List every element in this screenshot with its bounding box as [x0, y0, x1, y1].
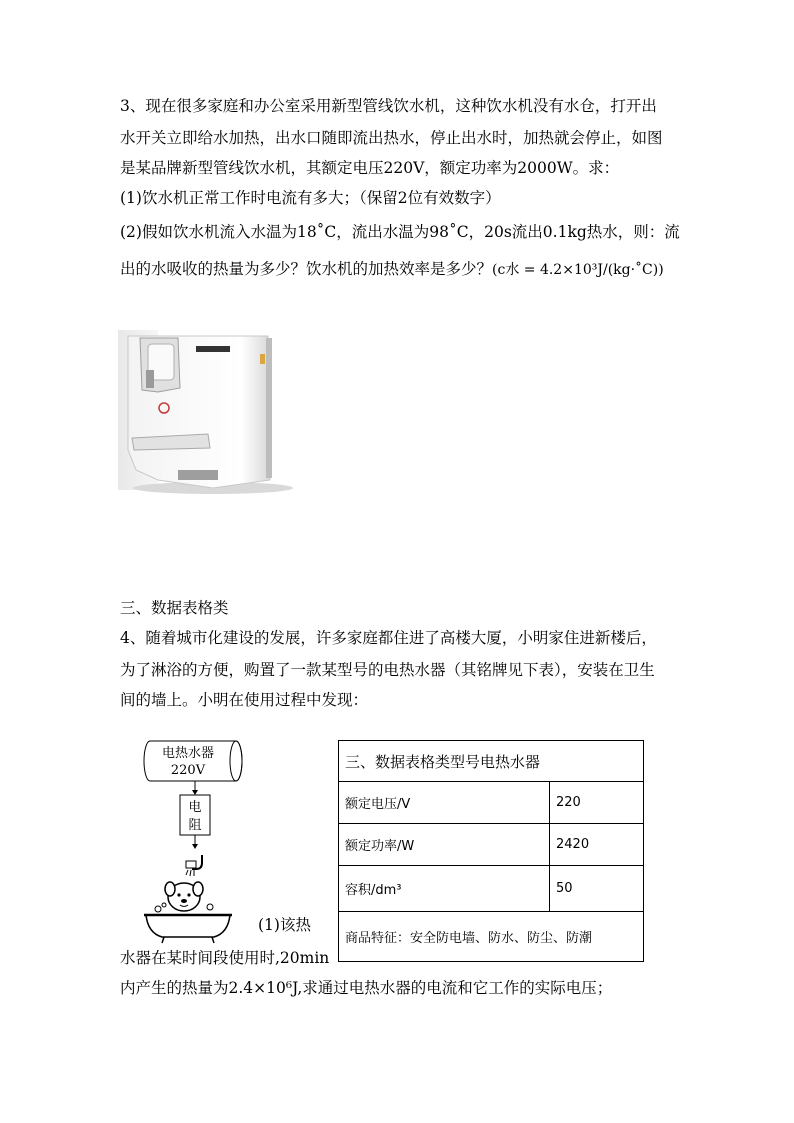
resistor-label-1: 电	[188, 800, 202, 815]
q3-line-6-text: 出的水吸收的热量为多少？饮水机的加热效率是多少？	[120, 260, 493, 278]
water-heater-diagram	[140, 737, 250, 947]
table-row	[339, 782, 644, 824]
product-features: 商品特征：安全防电墙、防水、防尘、防潮	[339, 912, 644, 962]
rated-voltage-label: 额定电压/V	[339, 782, 550, 824]
tank-label-voltage: 220V	[170, 763, 206, 778]
capacity-label: 容积/dm³	[339, 866, 550, 912]
q4-line-1: 4、随着城市化建设的发展，许多家庭都住进了高楼大厦，小明家住进新楼后，	[120, 629, 657, 647]
q3-sub-2: (2)假如饮水机流入水温为18˚C，流出水温为98˚C，20s流出0.1kg热水，则：流	[120, 223, 680, 241]
spec-table-title: 三、数据表格类型号电热水器	[339, 741, 644, 782]
q4-sub-1-line-3: 内产生的热量为2.4×10⁶J,求通过电热水器的电流和它工作的实际电压；	[120, 979, 613, 997]
table-row	[339, 824, 644, 866]
q3-line-1: 3、现在很多家庭和办公室采用新型管线饮水机，这种饮水机没有水仓，打开出	[120, 97, 657, 115]
heater-tank	[144, 741, 242, 781]
tank-label-name: 电热水器	[161, 746, 215, 761]
water-heater-spec-table	[338, 740, 644, 962]
resistor-box	[180, 795, 210, 835]
capacity-value: 50	[550, 866, 644, 912]
q3-sub-1: (1)饮水机正常工作时电流有多大；（保留2位有效数字）	[120, 189, 501, 207]
table-row	[339, 866, 644, 912]
section-heading: 三、数据表格类	[120, 599, 229, 617]
q4-sub-1-start: (1)该热	[258, 916, 311, 934]
q3-line-3: 是某品牌新型管线饮水机，其额定电压220V，额定功率为2000W。求：	[120, 159, 620, 177]
resistor-label-2: 阻	[188, 818, 202, 833]
specific-heat-formula: (c水 = 4.2×10³J/(kg·˚C))	[492, 262, 664, 278]
dog-in-bathtub-icon	[144, 882, 232, 943]
q4-line-2: 为了淋浴的方便，购置了一款某型号的电热水器（其铭牌见下表），安装在卫生	[120, 661, 655, 679]
rated-power-value: 2420	[550, 824, 644, 866]
q4-line-3: 间的墙上。小明在使用过程中发现：	[120, 691, 369, 709]
q3-line-6	[120, 259, 680, 280]
q3-line-2: 水开关立即给水加热，出水口随即流出热水，停止出水时，加热就会停止，如图	[120, 129, 663, 147]
rated-voltage-value: 220	[550, 782, 644, 824]
rated-power-label: 额定功率/W	[339, 824, 550, 866]
water-dispenser-image	[118, 330, 298, 500]
q4-sub-1-line-2: 水器在某时间段使用时,20min	[120, 949, 330, 967]
